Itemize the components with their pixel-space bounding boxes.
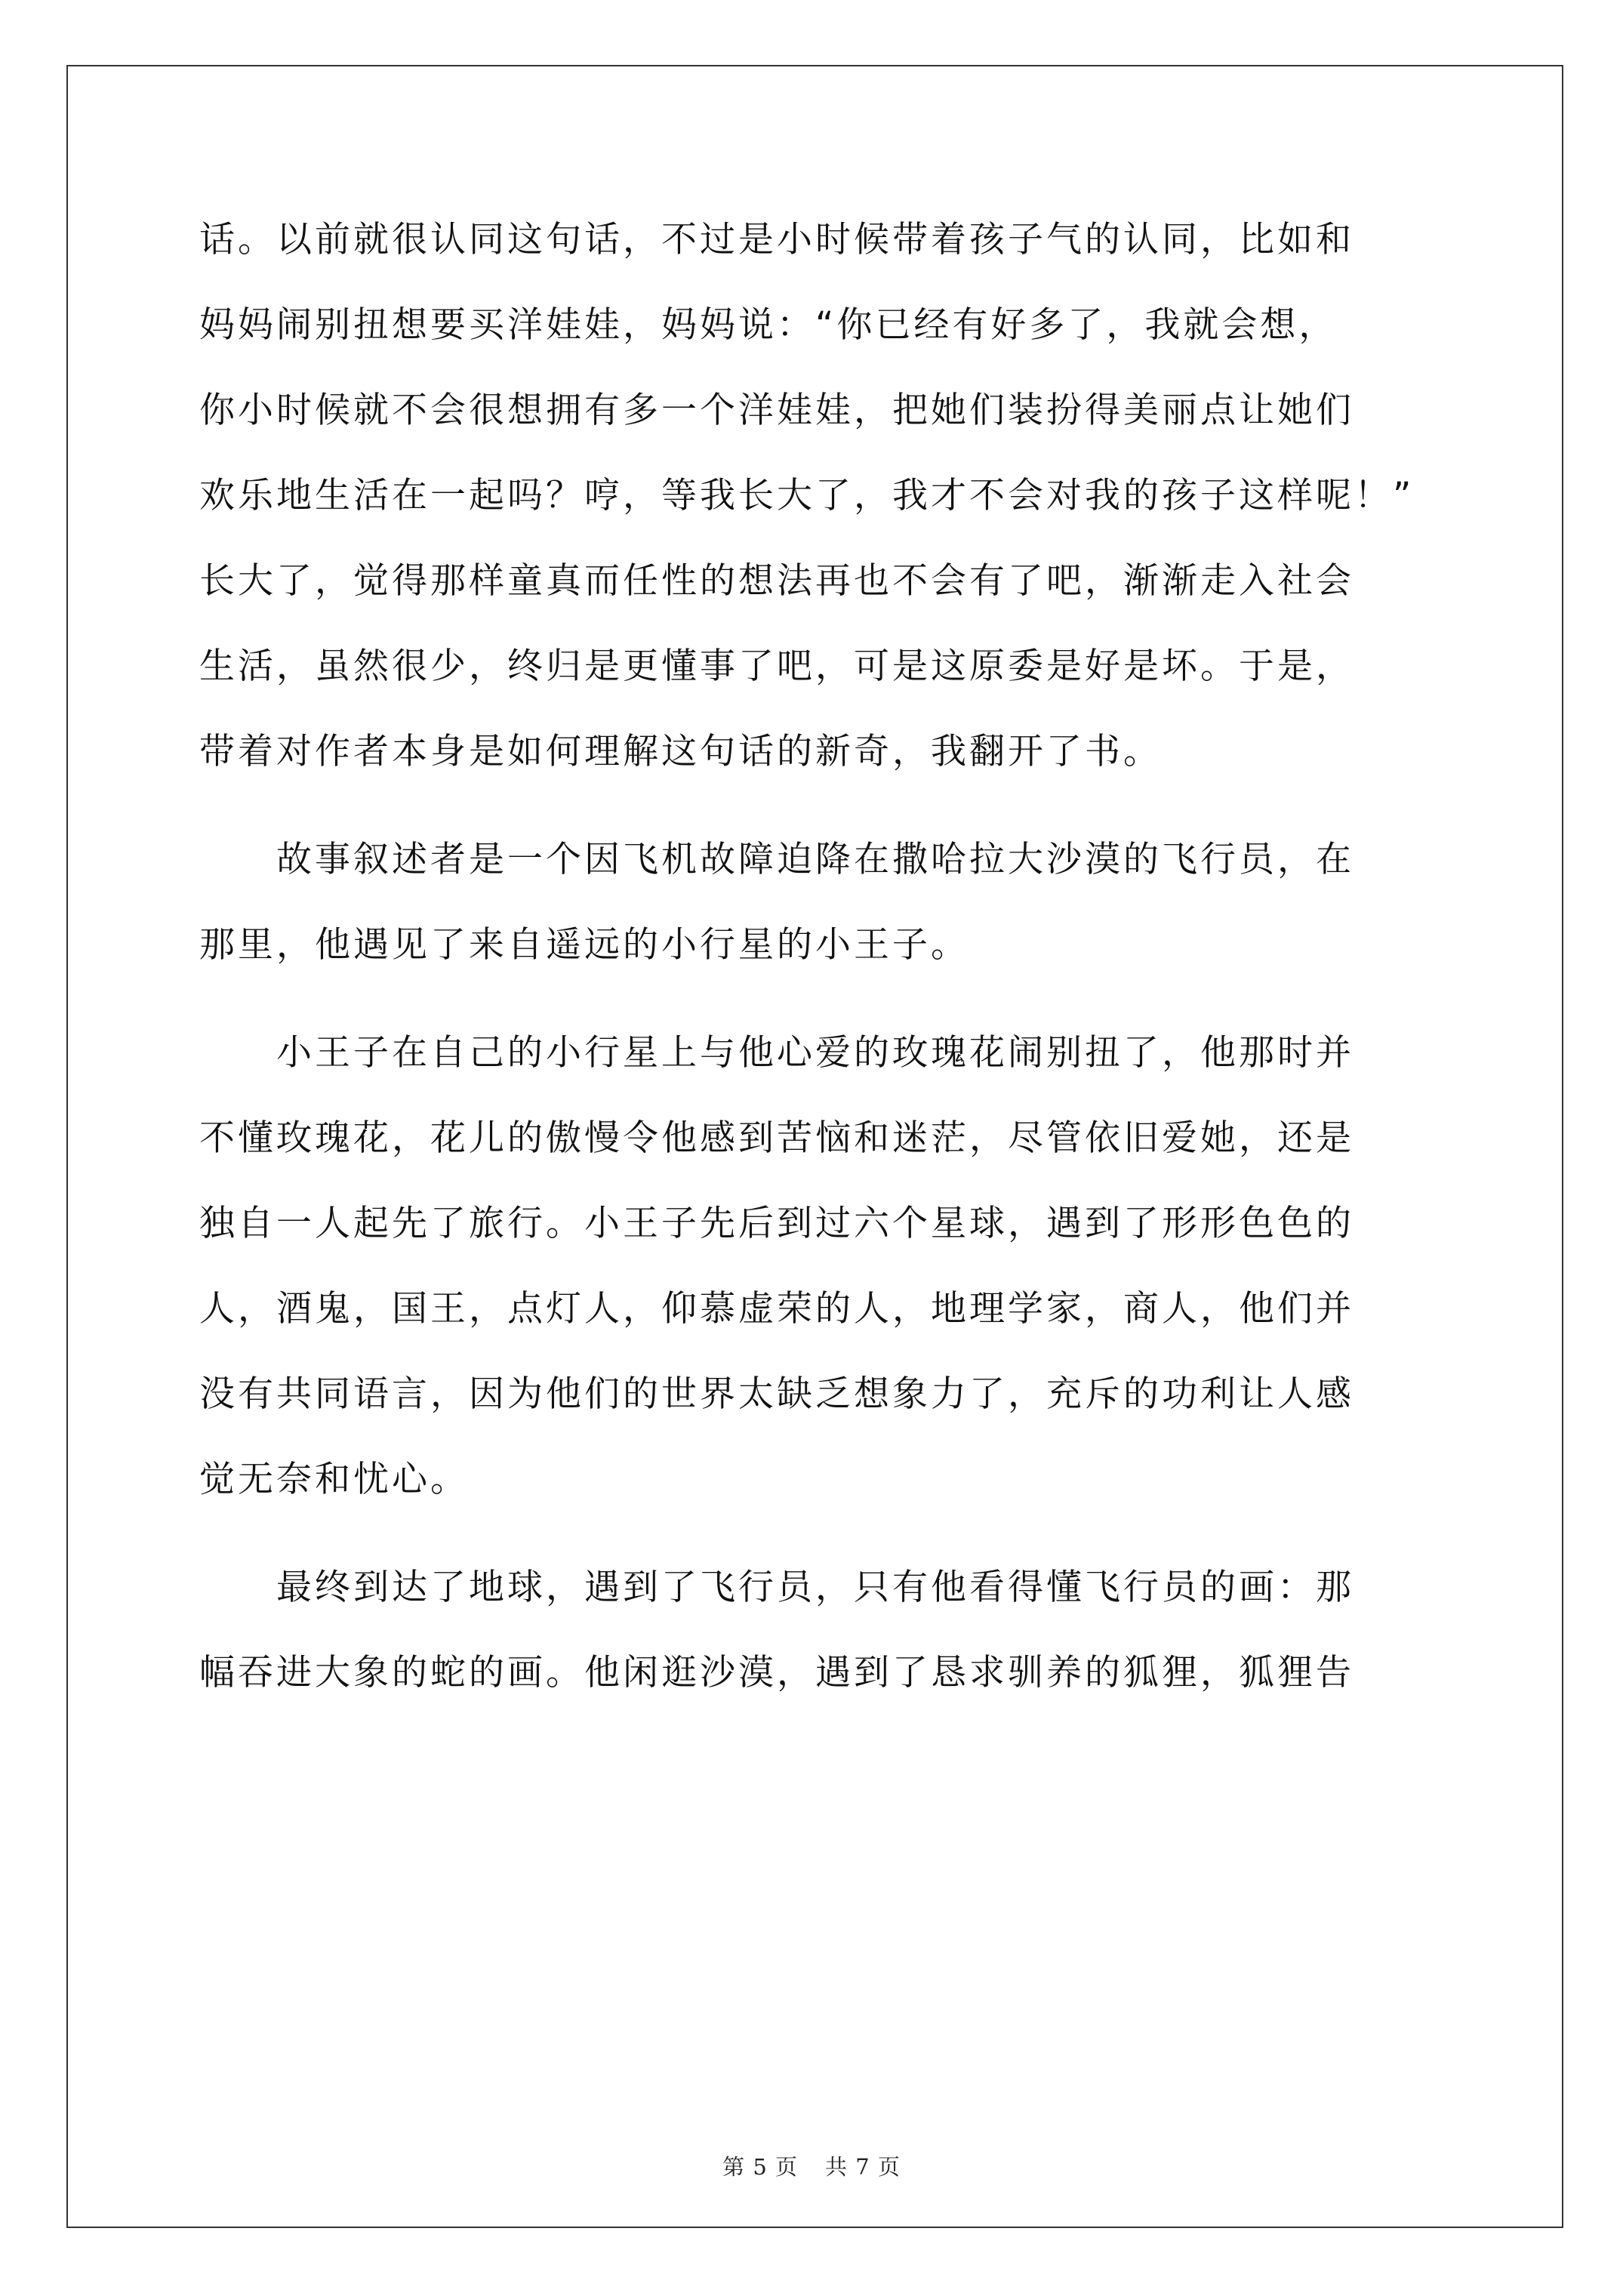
text-line: 独自一人起先了旅行。小王子先后到过六个星球，遇到了形形色色的 bbox=[199, 1203, 1354, 1244]
page-total: 共 7 页 bbox=[825, 2154, 901, 2180]
paragraph-start-line: 故事叙述者是一个因飞机故障迫降在撒哈拉大沙漠的飞行员，在 bbox=[276, 839, 1354, 880]
text-line: 幅吞进大象的蛇的画。他闲逛沙漠，遇到了恳求驯养的狐狸，狐狸告 bbox=[199, 1652, 1354, 1693]
text-line: 那里，他遇见了来自遥远的小行星的小王子。 bbox=[199, 924, 969, 966]
document-body bbox=[199, 216, 1437, 1734]
text-line: 妈妈闹别扭想要买洋娃娃，妈妈说：“你已经有好多了，我就会想， bbox=[199, 304, 1338, 346]
text-line: 人，酒鬼，国王，点灯人，仰慕虚荣的人，地理学家，商人，他们并 bbox=[199, 1288, 1354, 1330]
text-line: 觉无奈和忧心。 bbox=[199, 1459, 469, 1500]
text-line: 生活，虽然很少，终归是更懂事了吧，可是这原委是好是坏。于是， bbox=[199, 646, 1354, 687]
page-footer bbox=[0, 2150, 1623, 2181]
text-line: 没有共同语言，因为他们的世界太缺乏想象力了，充斥的功利让人感 bbox=[199, 1373, 1354, 1415]
paragraph-start-line: 小王子在自己的小行星上与他心爱的玫瑰花闹别扭了，他那时并 bbox=[276, 1032, 1354, 1074]
text-line: 带着对作者本身是如何理解这句话的新奇，我翻开了书。 bbox=[199, 731, 1162, 772]
text-line: 话。以前就很认同这句话，不过是小时候带着孩子气的认同，比如和 bbox=[199, 219, 1354, 260]
text-line: 不懂玫瑰花，花儿的傲慢令他感到苦恼和迷茫，尽管依旧爱她，还是 bbox=[199, 1117, 1354, 1159]
text-line: 欢乐地生活在一起吗？哼，等我长大了，我才不会对我的孩子这样呢！” bbox=[199, 475, 1415, 516]
text-line: 长大了，觉得那样童真而任性的想法再也不会有了吧，渐渐走入社会 bbox=[199, 560, 1354, 602]
text-line: 你小时候就不会很想拥有多一个洋娃娃，把她们装扮得美丽点让她们 bbox=[199, 390, 1354, 431]
page-number: 第 5 页 bbox=[722, 2154, 798, 2180]
paragraph-start-line: 最终到达了地球，遇到了飞行员，只有他看得懂飞行员的画：那 bbox=[276, 1567, 1354, 1608]
